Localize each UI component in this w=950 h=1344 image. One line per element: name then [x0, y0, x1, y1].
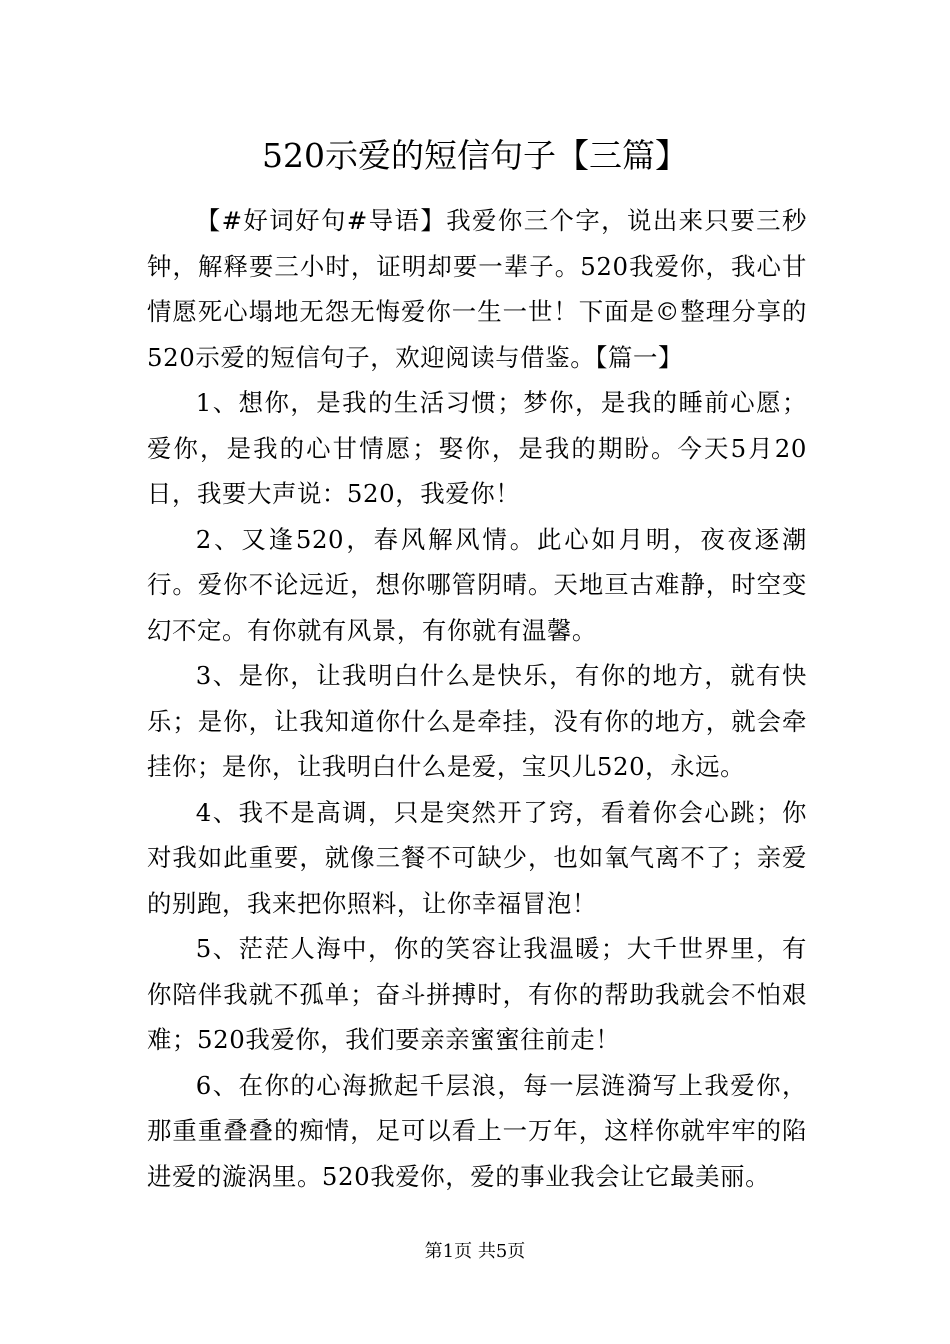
paragraph-item-3: 3、是你，让我明白什么是快乐，有你的地方，就有快乐；是你，让我知道你什么是牵挂，没有你的地方，就会牵挂你；是你，让我明白什么是爱，宝贝儿520，永远。: [147, 661, 807, 781]
paragraph-item-4: 4、我不是高调，只是突然开了窍，看着你会心跳；你对我如此重要，就像三餐不可缺少，也如氧气离不了；亲爱的别跑，我来把你照料，让你幸福冒泡！: [147, 797, 807, 918]
paragraph-item-6: 6、在你的心海掀起千层浪，每一层涟漪写上我爱你，那重重叠叠的痴情，足可以看上一万年，这样你就牢牢的陷进爱的漩涡里。520我爱你，爱的事业我会让它最美丽。: [147, 1070, 807, 1191]
document-body: [147, 198, 807, 1199]
paragraph-item-2: 2、又逢520，春风解风情。此心如月明，夜夜逐潮行。爱你不论远近，想你哪管阴晴。天地亘古难静，时空变幻不定。有你就有风景，有你就有温馨。: [147, 524, 807, 645]
paragraph-item-5: 5、茫茫人海中，你的笑容让我温暖；大千世界里，有你陪伴我就不孤单；奋斗拼搏时，有你的帮助我就会不怕艰难；520我爱你，我们要亲亲蜜蜜往前走！: [147, 934, 807, 1054]
paragraph-intro: 【#好词好句#导语】我爱你三个字，说出来只要三秒钟，解释要三小时，证明却要一辈子。520我爱你，我心甘情愿死心塌地无怨无悔爱你一生一世！下面是©整理分享的520示爱的短信句子，欢迎阅读与借鉴。【篇一】: [147, 206, 807, 372]
paragraph-item-1: 1、想你，是我的生活习惯；梦你，是我的睡前心愿；爱你，是我的心甘情愿；娶你，是我的期盼。今天5月20日，我要大声说：520，我爱你！: [147, 388, 807, 508]
document-title: 520示爱的短信句子【三篇】: [262, 136, 688, 175]
page-footer: 第1页 共5页: [424, 1241, 526, 1262]
